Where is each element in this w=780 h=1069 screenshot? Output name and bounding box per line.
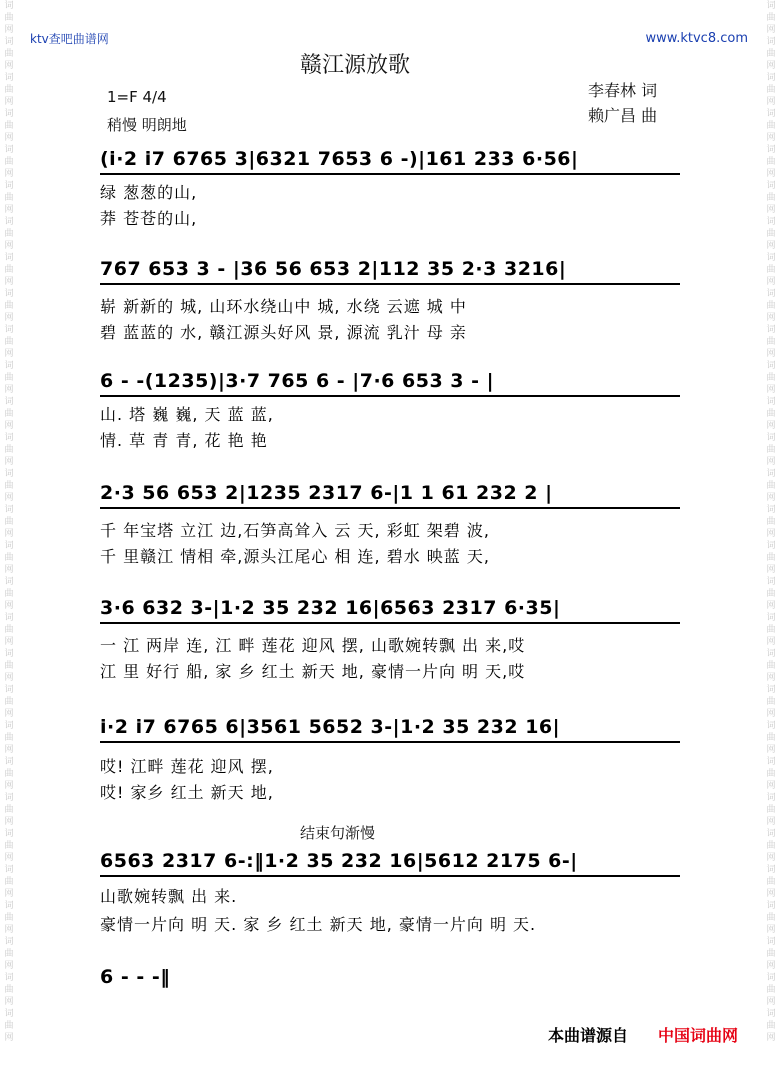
watermark-glyph: 网 bbox=[4, 97, 14, 107]
watermark-glyph: 词 bbox=[4, 793, 14, 803]
lyrics-verse-1: 哎! 江畔 莲花 迎风 摆, bbox=[100, 757, 274, 776]
lyrics-verse-1: 山. 塔 巍 巍, 天 蓝 蓝, bbox=[100, 405, 274, 424]
watermark-glyph: 曲 bbox=[766, 13, 776, 23]
watermark-glyph: 曲 bbox=[4, 481, 14, 491]
watermark-glyph: 曲 bbox=[4, 625, 14, 635]
watermark-glyph: 曲 bbox=[766, 625, 776, 635]
watermark-glyph: 词 bbox=[766, 37, 776, 47]
watermark-glyph: 曲 bbox=[4, 769, 14, 779]
song-title: 赣江源放歌 bbox=[300, 53, 411, 78]
watermark-glyph: 词 bbox=[766, 577, 776, 587]
watermark-right bbox=[764, 0, 778, 1069]
watermark-glyph: 曲 bbox=[4, 697, 14, 707]
watermark-glyph: 曲 bbox=[4, 301, 14, 311]
watermark-glyph: 词 bbox=[4, 577, 14, 587]
watermark-glyph: 词 bbox=[4, 433, 14, 443]
watermark-glyph: 词 bbox=[766, 181, 776, 191]
watermark-glyph: 词 bbox=[4, 217, 14, 227]
watermark-left bbox=[2, 0, 16, 1069]
lyrics-verse-1: 千 年宝塔 立江 边,石笋高耸入 云 天, 彩虹 架碧 波, bbox=[100, 521, 490, 540]
watermark-glyph: 词 bbox=[4, 505, 14, 515]
lyricist-credit: 李春林 词 bbox=[588, 81, 658, 100]
watermark-glyph: 曲 bbox=[4, 985, 14, 995]
notation-line: 767 653 3 - |36 56 653 2|112 35 2·3 3216| bbox=[100, 258, 680, 285]
watermark-glyph: 网 bbox=[4, 61, 14, 71]
watermark-glyph: 曲 bbox=[766, 85, 776, 95]
watermark-glyph: 词 bbox=[4, 397, 14, 407]
watermark-glyph: 网 bbox=[766, 421, 776, 431]
lyrics-verse-1: 崭 新新的 城, 山环水绕山中 城, 水绕 云遮 城 中 bbox=[100, 297, 467, 316]
watermark-glyph: 网 bbox=[766, 673, 776, 683]
watermark-glyph: 网 bbox=[766, 925, 776, 935]
watermark-glyph: 词 bbox=[766, 325, 776, 335]
lyrics-verse-2: 碧 蓝蓝的 水, 赣江源头好风 景, 源流 乳汁 母 亲 bbox=[100, 323, 467, 342]
watermark-glyph: 曲 bbox=[766, 265, 776, 275]
watermark-glyph: 网 bbox=[4, 745, 14, 755]
watermark-glyph: 网 bbox=[4, 385, 14, 395]
watermark-glyph: 网 bbox=[766, 961, 776, 971]
watermark-glyph: 网 bbox=[4, 709, 14, 719]
watermark-glyph: 曲 bbox=[766, 157, 776, 167]
watermark-glyph: 词 bbox=[4, 613, 14, 623]
watermark-glyph: 词 bbox=[4, 253, 14, 263]
watermark-glyph: 词 bbox=[766, 433, 776, 443]
watermark-glyph: 网 bbox=[766, 349, 776, 359]
watermark-glyph: 词 bbox=[766, 757, 776, 767]
watermark-glyph: 词 bbox=[766, 1, 776, 11]
watermark-glyph: 曲 bbox=[4, 949, 14, 959]
watermark-glyph: 曲 bbox=[766, 373, 776, 383]
watermark-glyph: 曲 bbox=[766, 553, 776, 563]
watermark-glyph: 网 bbox=[766, 853, 776, 863]
watermark-glyph: 曲 bbox=[766, 841, 776, 851]
watermark-glyph: 词 bbox=[766, 973, 776, 983]
watermark-glyph: 网 bbox=[4, 637, 14, 647]
composer-credit: 赖广昌 曲 bbox=[588, 106, 658, 125]
watermark-glyph: 曲 bbox=[4, 1021, 14, 1031]
watermark-glyph: 网 bbox=[4, 133, 14, 143]
watermark-glyph: 曲 bbox=[766, 589, 776, 599]
watermark-glyph: 曲 bbox=[766, 121, 776, 131]
watermark-glyph: 网 bbox=[4, 853, 14, 863]
watermark-glyph: 曲 bbox=[4, 841, 14, 851]
watermark-glyph: 词 bbox=[4, 1009, 14, 1019]
watermark-glyph: 词 bbox=[766, 829, 776, 839]
watermark-glyph: 网 bbox=[766, 241, 776, 251]
watermark-glyph: 网 bbox=[766, 1033, 776, 1043]
watermark-glyph: 曲 bbox=[766, 337, 776, 347]
watermark-glyph: 网 bbox=[766, 169, 776, 179]
watermark-glyph: 网 bbox=[766, 205, 776, 215]
watermark-glyph: 曲 bbox=[766, 949, 776, 959]
watermark-glyph: 曲 bbox=[4, 121, 14, 131]
watermark-glyph: 网 bbox=[4, 169, 14, 179]
watermark-glyph: 词 bbox=[766, 145, 776, 155]
notation-line: 6563 2317 6-:‖1·2 35 232 16|5612 2175 6-| bbox=[100, 850, 680, 877]
watermark-glyph: 词 bbox=[766, 217, 776, 227]
watermark-glyph: 网 bbox=[4, 25, 14, 35]
watermark-glyph: 词 bbox=[766, 289, 776, 299]
watermark-glyph: 网 bbox=[4, 349, 14, 359]
watermark-glyph: 曲 bbox=[766, 661, 776, 671]
watermark-glyph: 网 bbox=[766, 637, 776, 647]
watermark-glyph: 网 bbox=[766, 997, 776, 1007]
watermark-glyph: 曲 bbox=[766, 697, 776, 707]
watermark-glyph: 网 bbox=[4, 493, 14, 503]
watermark-glyph: 网 bbox=[4, 961, 14, 971]
watermark-glyph: 词 bbox=[766, 73, 776, 83]
watermark-glyph: 曲 bbox=[766, 913, 776, 923]
lyrics-verse-1: 一 江 两岸 连, 江 畔 莲花 迎风 摆, 山歌婉转飘 出 来,哎 bbox=[100, 636, 526, 655]
watermark-glyph: 词 bbox=[766, 649, 776, 659]
watermark-glyph: 曲 bbox=[766, 769, 776, 779]
watermark-glyph: 网 bbox=[4, 781, 14, 791]
tempo-marking: 稍慢 明朗地 bbox=[107, 116, 187, 134]
watermark-glyph: 曲 bbox=[766, 805, 776, 815]
watermark-glyph: 曲 bbox=[4, 373, 14, 383]
watermark-glyph: 曲 bbox=[4, 229, 14, 239]
watermark-glyph: 词 bbox=[4, 757, 14, 767]
watermark-glyph: 网 bbox=[766, 61, 776, 71]
watermark-glyph: 词 bbox=[766, 793, 776, 803]
watermark-glyph: 网 bbox=[766, 781, 776, 791]
watermark-glyph: 曲 bbox=[4, 49, 14, 59]
watermark-glyph: 曲 bbox=[4, 661, 14, 671]
watermark-glyph: 词 bbox=[766, 541, 776, 551]
watermark-glyph: 曲 bbox=[766, 1021, 776, 1031]
watermark-glyph: 网 bbox=[766, 565, 776, 575]
watermark-glyph: 曲 bbox=[766, 445, 776, 455]
watermark-glyph: 曲 bbox=[4, 733, 14, 743]
watermark-glyph: 曲 bbox=[4, 337, 14, 347]
watermark-glyph: 词 bbox=[4, 109, 14, 119]
watermark-glyph: 网 bbox=[766, 889, 776, 899]
watermark-glyph: 曲 bbox=[766, 49, 776, 59]
watermark-glyph: 网 bbox=[4, 889, 14, 899]
watermark-glyph: 网 bbox=[766, 457, 776, 467]
watermark-glyph: 网 bbox=[4, 997, 14, 1007]
watermark-glyph: 网 bbox=[766, 529, 776, 539]
watermark-glyph: 网 bbox=[4, 421, 14, 431]
watermark-glyph: 词 bbox=[4, 541, 14, 551]
key-signature: 1=F 4/4 bbox=[107, 88, 167, 106]
lyrics-verse-2: 莽 苍苍的山, bbox=[100, 209, 198, 228]
watermark-glyph: 曲 bbox=[4, 553, 14, 563]
notation-line: 2·3 56 653 2|1235 2317 6-|1 1 61 232 2 | bbox=[100, 482, 680, 509]
watermark-glyph: 网 bbox=[766, 493, 776, 503]
watermark-glyph: 曲 bbox=[766, 301, 776, 311]
watermark-glyph: 词 bbox=[766, 901, 776, 911]
watermark-glyph: 网 bbox=[766, 817, 776, 827]
watermark-glyph: 曲 bbox=[4, 13, 14, 23]
notation-line: (i·2 i7 6765 3|6321 7653 6 -)|161 233 6·56| bbox=[100, 148, 680, 175]
watermark-glyph: 词 bbox=[4, 181, 14, 191]
watermark-glyph: 网 bbox=[766, 709, 776, 719]
watermark-glyph: 曲 bbox=[4, 913, 14, 923]
watermark-glyph: 网 bbox=[4, 313, 14, 323]
lyrics-verse-2: 情. 草 青 青, 花 艳 艳 bbox=[100, 431, 268, 450]
watermark-glyph: 网 bbox=[766, 97, 776, 107]
lyrics-verse-1: 绿 葱葱的山, bbox=[100, 183, 198, 202]
watermark-glyph: 词 bbox=[4, 685, 14, 695]
watermark-glyph: 词 bbox=[4, 937, 14, 947]
watermark-glyph: 曲 bbox=[766, 877, 776, 887]
watermark-glyph: 网 bbox=[4, 565, 14, 575]
watermark-glyph: 词 bbox=[766, 937, 776, 947]
watermark-glyph: 词 bbox=[766, 865, 776, 875]
watermark-glyph: 词 bbox=[766, 253, 776, 263]
lyrics-verse-2: 哎! 家乡 红土 新天 地, bbox=[100, 783, 274, 802]
watermark-glyph: 曲 bbox=[766, 409, 776, 419]
notation-line: 3·6 632 3-|1·2 35 232 16|6563 2317 6·35| bbox=[100, 597, 680, 624]
watermark-glyph: 词 bbox=[4, 289, 14, 299]
notation-line: 6 - -(1235)|3·7 765 6 - |7·6 653 3 - | bbox=[100, 370, 680, 397]
watermark-glyph: 词 bbox=[766, 361, 776, 371]
watermark-glyph: 网 bbox=[4, 205, 14, 215]
watermark-glyph: 词 bbox=[4, 721, 14, 731]
watermark-glyph: 词 bbox=[766, 505, 776, 515]
source-label: 本曲谱源自 bbox=[548, 1026, 629, 1045]
watermark-glyph: 曲 bbox=[766, 733, 776, 743]
watermark-glyph: 网 bbox=[4, 277, 14, 287]
watermark-glyph: 曲 bbox=[4, 409, 14, 419]
source-site-link[interactable]: 中国词曲网 bbox=[658, 1026, 739, 1045]
watermark-glyph: 曲 bbox=[4, 157, 14, 167]
notation-line: i·2 i7 6765 6|3561 5652 3-|1·2 35 232 16| bbox=[100, 716, 680, 743]
lyrics-verse-2: 千 里赣江 情相 牵,源头江尾心 相 连, 碧水 映蓝 天, bbox=[100, 547, 490, 566]
watermark-glyph: 词 bbox=[766, 469, 776, 479]
watermark-glyph: 词 bbox=[4, 901, 14, 911]
lyrics-verse-1: 山歌婉转飘 出 来. bbox=[100, 887, 238, 906]
watermark-glyph: 词 bbox=[4, 145, 14, 155]
watermark-glyph: 网 bbox=[766, 745, 776, 755]
watermark-glyph: 曲 bbox=[4, 805, 14, 815]
site-label-right[interactable]: www.ktvc8.com bbox=[645, 31, 748, 46]
watermark-glyph: 词 bbox=[4, 361, 14, 371]
watermark-glyph: 词 bbox=[766, 613, 776, 623]
watermark-glyph: 词 bbox=[4, 649, 14, 659]
watermark-glyph: 词 bbox=[4, 829, 14, 839]
watermark-glyph: 曲 bbox=[4, 85, 14, 95]
ending-instruction: 结束句渐慢 bbox=[300, 824, 376, 842]
watermark-glyph: 曲 bbox=[766, 985, 776, 995]
watermark-glyph: 词 bbox=[4, 325, 14, 335]
watermark-glyph: 曲 bbox=[766, 193, 776, 203]
watermark-glyph: 词 bbox=[4, 469, 14, 479]
watermark-glyph: 网 bbox=[4, 673, 14, 683]
watermark-glyph: 网 bbox=[4, 457, 14, 467]
watermark-glyph: 曲 bbox=[4, 265, 14, 275]
lyrics-verse-2: 江 里 好行 船, 家 乡 红土 新天 地, 豪情一片向 明 天,哎 bbox=[100, 662, 526, 681]
watermark-glyph: 曲 bbox=[4, 517, 14, 527]
watermark-glyph: 曲 bbox=[4, 445, 14, 455]
watermark-glyph: 词 bbox=[4, 73, 14, 83]
lyrics-verse-2: 豪情一片向 明 天. 家 乡 红土 新天 地, 豪情一片向 明 天. bbox=[100, 915, 537, 934]
watermark-glyph: 词 bbox=[766, 109, 776, 119]
watermark-glyph: 曲 bbox=[4, 877, 14, 887]
watermark-glyph: 词 bbox=[4, 1, 14, 11]
watermark-glyph: 网 bbox=[766, 25, 776, 35]
watermark-glyph: 词 bbox=[4, 865, 14, 875]
watermark-glyph: 网 bbox=[766, 277, 776, 287]
watermark-glyph: 网 bbox=[766, 313, 776, 323]
watermark-glyph: 网 bbox=[766, 133, 776, 143]
watermark-glyph: 词 bbox=[766, 685, 776, 695]
watermark-glyph: 曲 bbox=[766, 517, 776, 527]
watermark-glyph: 网 bbox=[4, 817, 14, 827]
watermark-glyph: 词 bbox=[766, 1009, 776, 1019]
watermark-glyph: 曲 bbox=[4, 193, 14, 203]
watermark-glyph: 词 bbox=[4, 973, 14, 983]
watermark-glyph: 网 bbox=[4, 601, 14, 611]
watermark-glyph: 词 bbox=[4, 37, 14, 47]
watermark-glyph: 网 bbox=[766, 601, 776, 611]
watermark-glyph: 网 bbox=[4, 925, 14, 935]
notation-line: 6 - - -‖ bbox=[100, 966, 171, 988]
watermark-glyph: 网 bbox=[4, 529, 14, 539]
watermark-glyph: 网 bbox=[4, 241, 14, 251]
watermark-glyph: 网 bbox=[766, 385, 776, 395]
watermark-glyph: 网 bbox=[4, 1033, 14, 1043]
watermark-glyph: 曲 bbox=[766, 229, 776, 239]
watermark-glyph: 词 bbox=[766, 721, 776, 731]
watermark-glyph: 曲 bbox=[4, 589, 14, 599]
site-label-left[interactable]: ktv查吧曲谱网 bbox=[30, 32, 109, 46]
watermark-glyph: 词 bbox=[766, 397, 776, 407]
watermark-glyph: 曲 bbox=[766, 481, 776, 491]
